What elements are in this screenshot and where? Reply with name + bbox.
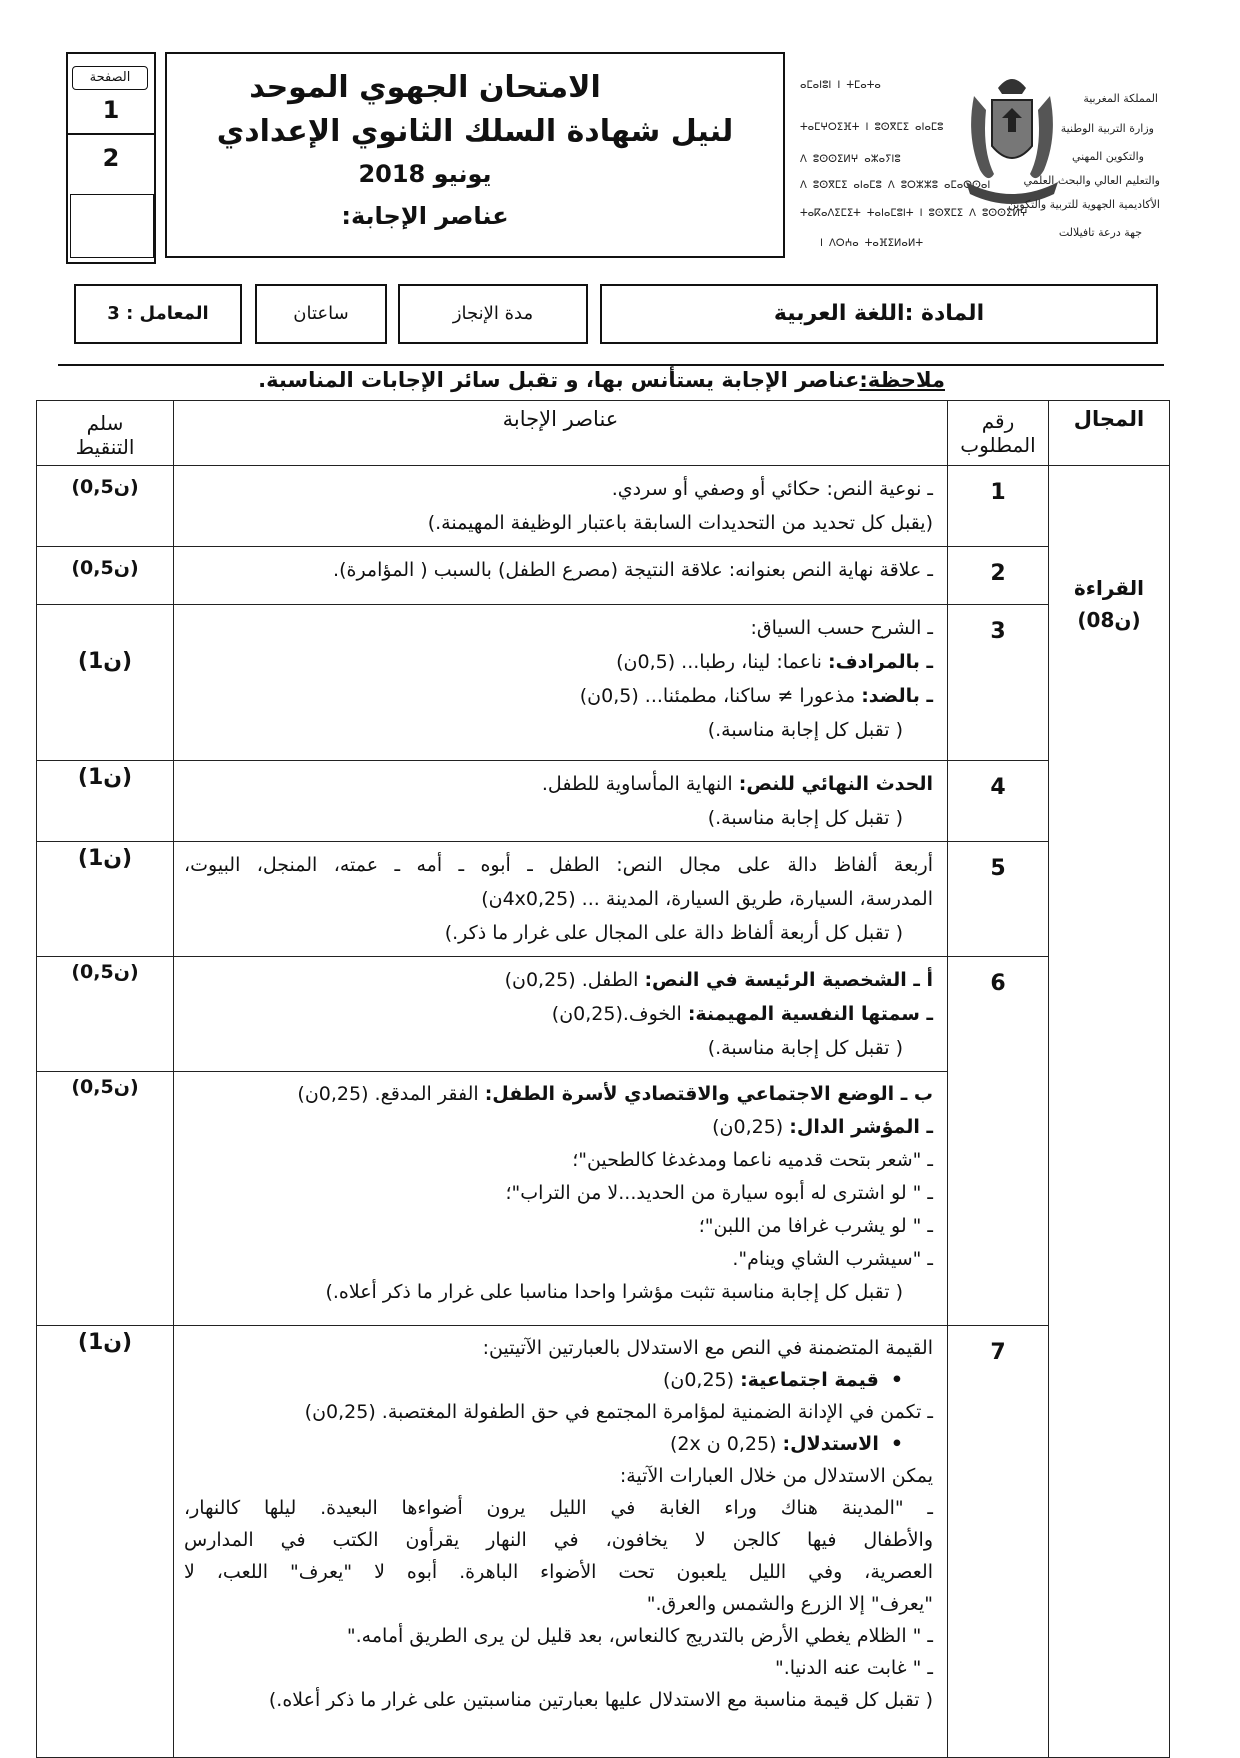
question-number: 7 (948, 1326, 1049, 1758)
answer-text: النهاية المأساوية للطفل. (541, 773, 739, 795)
answer-keyword: ـ بالمرادف: (827, 651, 933, 673)
note-text: عناصر الإجابة يستأنس بها، و تقبل سائر الإجابات المناسبة. (258, 368, 860, 392)
answer-text: الطفل. (0,25ن) (504, 969, 645, 991)
exam-date: يونيو 2018 (358, 160, 492, 188)
answer-line (184, 1428, 933, 1460)
table-row (37, 605, 1170, 761)
domain-cell (1049, 466, 1170, 1758)
tifinagh-line: ⴷ ⵓⵙⴳⵎⵉ ⴰⵏⴰⵎⵓ ⴷ ⵓⵔⵣⵣⵓ ⴰⵎⴰⵙⵙⴰⵏ (800, 180, 991, 191)
exam-subtitle: لنيل شهادة السلك الثانوي الإعدادي (216, 114, 734, 149)
answer-keyword: ـ بالضد: (861, 685, 933, 707)
question-number: 5 (948, 842, 1049, 957)
answer-line: المدرسة، السيارة، طريق السيارة، المدينة ... (4x0,25ن) (481, 888, 933, 910)
score: (0,5ن) (37, 957, 174, 1072)
question-number: 4 (948, 761, 1049, 842)
table-row (37, 1326, 1170, 1758)
answer-cell (174, 466, 948, 547)
answer-text: ناعما: لينا، رطبا... (0,5ن) (616, 651, 828, 673)
page-number: 1 (102, 96, 120, 124)
doc-type: عناصر الإجابة: (341, 202, 509, 230)
header-score (37, 401, 174, 466)
header-domain: المجال (1049, 401, 1170, 466)
duration: ساعتان (255, 284, 387, 344)
table-row (37, 842, 1170, 957)
answer-line: أربعة ألفاظ دالة على مجال النص: الطفل ـ أبوه ـ أمه ـ عمته، المنجل، البيوت، (184, 854, 933, 876)
header-answers: عناصر الإجابة (174, 401, 948, 466)
answer-text: (0,25 ن 2x) (669, 1433, 783, 1455)
answer-cell (174, 1072, 948, 1326)
answer-keyword: ب ـ الوضع الاجتماعي والاقتصادي لأسرة الطفل: (484, 1083, 933, 1105)
tifinagh-line: ⵜⴰⵎⵖⵔⵉⴼⵜ ⵏ ⵓⵙⴳⵎⵉ ⴰⵏⴰⵎⵓ (800, 122, 944, 133)
tifinagh-line: ⴰⵎⴰⵏⵓⵏ ⵏ ⵜⵎⴰⵜⴰ (800, 80, 881, 91)
answer-line: ـ الشرح حسب السياق: (750, 617, 933, 639)
table-row (37, 761, 1170, 842)
answer-line (184, 963, 933, 997)
exam-title: الامتحان الجهوي الموحد (249, 70, 601, 105)
answer-line: يمكن الاستدلال من خلال العبارات الآتية: (619, 1465, 933, 1487)
answer-line: ـ " لو يشرب غرافا من اللبن"؛ (698, 1215, 933, 1237)
answer-line (184, 997, 933, 1031)
score: (1ن) (37, 842, 174, 957)
answer-cell (174, 605, 948, 761)
question-number: 3 (948, 605, 1049, 761)
answer-keyword: أ ـ الشخصية الرئيسة في النص: (644, 969, 933, 991)
ministry-line: والتعليم العالي والبحث العلمي (1023, 174, 1160, 187)
answer-line: ( تقبل كل إجابة مناسبة.) (707, 719, 903, 741)
answer-line (184, 1078, 933, 1111)
answer-line: ـ " غابت عنه الدنيا." (774, 1657, 933, 1679)
ministry-line: جهة درعة تافيلالت (1058, 226, 1142, 239)
answer-text: (0,25ن) (662, 1369, 741, 1391)
score: (1ن) (37, 605, 174, 761)
page-label: الصفحة (72, 66, 148, 90)
answer-line: ـ علاقة نهاية النص بعنوانه: علاقة النتيجة (مصرع الطفل) بالسبب ( المؤامرة). (333, 559, 933, 581)
answer-keyword: قيمة اجتماعية: (740, 1369, 879, 1391)
answer-text: الفقر المدقع. (0,25ن) (297, 1083, 485, 1105)
answer-text: مذعورا ≠ ساكنا، مطمئنا... (0,5ن) (579, 685, 862, 707)
answer-keyword: ـ المؤشر الدال: (789, 1116, 933, 1138)
answer-cell (174, 1326, 948, 1758)
question-number: 2 (948, 547, 1049, 605)
divider (58, 364, 1164, 366)
answer-text: الخوف.(0,25ن) (551, 1003, 688, 1025)
ministry-line: وزارة التربية الوطنية (1060, 122, 1154, 135)
table-row (37, 957, 1170, 1072)
duration-label: مدة الإنجاز (398, 284, 588, 344)
score: (0,5ن) (37, 466, 174, 547)
answer-line: ـ " لو اشترى له أبوه سيارة من الحديد...لا من التراب"؛ (505, 1182, 933, 1204)
answer-cell (174, 842, 948, 957)
answer-line: ( تقبل كل قيمة مناسبة مع الاستدلال عليها بعبارتين مناسبتين على غرار ما ذكر أعلاه.) (268, 1689, 933, 1711)
answer-line: "يعرف" إلا الزرع والشمس والعرق." (646, 1593, 933, 1615)
ministry-line: الأكاديمية الجهوية للتربية والتكوين (1007, 198, 1160, 211)
table-row (37, 547, 1170, 605)
answer-line: ـ " الظلام يغطي الأرض بالتدريج كالنعاس، بعد قليل لن يرى الطريق أمامه." (346, 1625, 933, 1647)
score: (1ن) (37, 761, 174, 842)
answer-line (184, 1364, 933, 1396)
header-score-l2: التنقيط (75, 435, 135, 459)
answer-line: ( تقبل كل إجابة مناسبة.) (707, 1037, 903, 1059)
answer-line: ـ "المدينة هناك وراء الغابة في الليل يرون أضواءها البعيدة. ليلها كالنهار، (184, 1497, 933, 1519)
domain-points: (08ن) (1077, 608, 1141, 632)
ministry-line: المملكة المغربية (1083, 92, 1158, 105)
answer-line: ـ "سيشرب الشاي وينام". (732, 1248, 933, 1270)
grade-box (70, 194, 154, 258)
answer-line: ـ "شعر بتحت قدميه ناعما ومدغدغا كالطحين"؛ (572, 1149, 933, 1171)
subject: المادة :اللغة العربية (600, 284, 1158, 344)
answer-keyword: الاستدلال: (782, 1433, 879, 1455)
answer-line (184, 679, 933, 713)
answer-cell (174, 761, 948, 842)
coat-of-arms-icon (960, 66, 1064, 216)
answer-line: ـ تكمن في الإدانة الضمنية لمؤامرة المجتمع في حق الطفولة المغتصبة. (0,25ن) (304, 1401, 933, 1423)
note-label: ملاحظة: (859, 368, 945, 392)
answer-line: ـ نوعية النص: حكائي أو وصفي أو سردي. (611, 478, 933, 500)
ministry-line: والتكوين المهني (1071, 150, 1144, 163)
answer-line (184, 767, 933, 801)
answer-line: ( تقبل كل أربعة ألفاظ دالة على المجال على غرار ما ذكر.) (444, 922, 903, 944)
page-total: 2 (102, 144, 120, 172)
answer-line: (يقبل كل تحديد من التحديدات السابقة باعتبار الوظيفة المهيمنة.) (427, 512, 933, 534)
score: (0,5ن) (37, 1072, 174, 1326)
page-divider (68, 133, 154, 135)
answer-line: العصرية، وفي الليل يلعبون تحت الأضواء الباهرة. أبوه لا "يعرف" اللعب، لا (184, 1561, 933, 1583)
table-header-row (37, 401, 1170, 466)
table-row (37, 466, 1170, 547)
answer-line (184, 645, 933, 679)
answer-line: ( تقبل كل إجابة مناسبة.) (707, 807, 903, 829)
header-num (948, 401, 1049, 466)
question-number: 6 (948, 957, 1049, 1326)
answer-keyword: الحدث النهائي للنص: (738, 773, 933, 795)
score: (0,5ن) (37, 547, 174, 605)
answer-line (184, 1111, 933, 1144)
domain-name: القراءة (1073, 576, 1145, 600)
question-number: 1 (948, 466, 1049, 547)
answer-line: القيمة المتضمنة في النص مع الاستدلال بالعبارتين الآتيتين: (482, 1337, 933, 1359)
answers-table (36, 400, 1170, 1758)
header-num-l1: رقم (981, 409, 1015, 433)
tifinagh-line: ⴷ ⵓⵙⵙⵉⵍⵖ ⴰⵣⴰⵢⵏⵓ (800, 154, 901, 165)
answer-keyword: ـ سمتها النفسية المهيمنة: (687, 1003, 933, 1025)
header-score-l1: سلم (86, 411, 124, 435)
tifinagh-line: ⵏ ⴷⵔⵄⴰ ⵜⴰⴼⵉⵍⴰⵍⵜ (820, 238, 923, 249)
answer-text: (0,25ن) (712, 1116, 790, 1138)
answer-line: ( تقبل كل إجابة مناسبة تثبت مؤشرا واحدا مناسبا على غرار ما ذكر أعلاه.) (325, 1281, 903, 1303)
note (258, 368, 945, 392)
coefficient: المعامل : 3 (74, 284, 242, 344)
answer-line: والأطفال فيها كالجن لا يخافون، في النهار يقرأون الكتب في المدارس (184, 1529, 933, 1551)
answer-cell (174, 957, 948, 1072)
score: (1ن) (37, 1326, 174, 1758)
tifinagh-line: ⵜⴰⴽⴰⴷⵉⵎⵉⵜ ⵜⴰⵏⴰⵎⵓⵏⵜ ⵏ ⵓⵙⴳⵎⵉ ⴷ ⵓⵙⵙⵉⵍⵖ (800, 208, 1028, 219)
answer-cell (174, 547, 948, 605)
header-num-l2: المطلوب (960, 433, 1036, 457)
